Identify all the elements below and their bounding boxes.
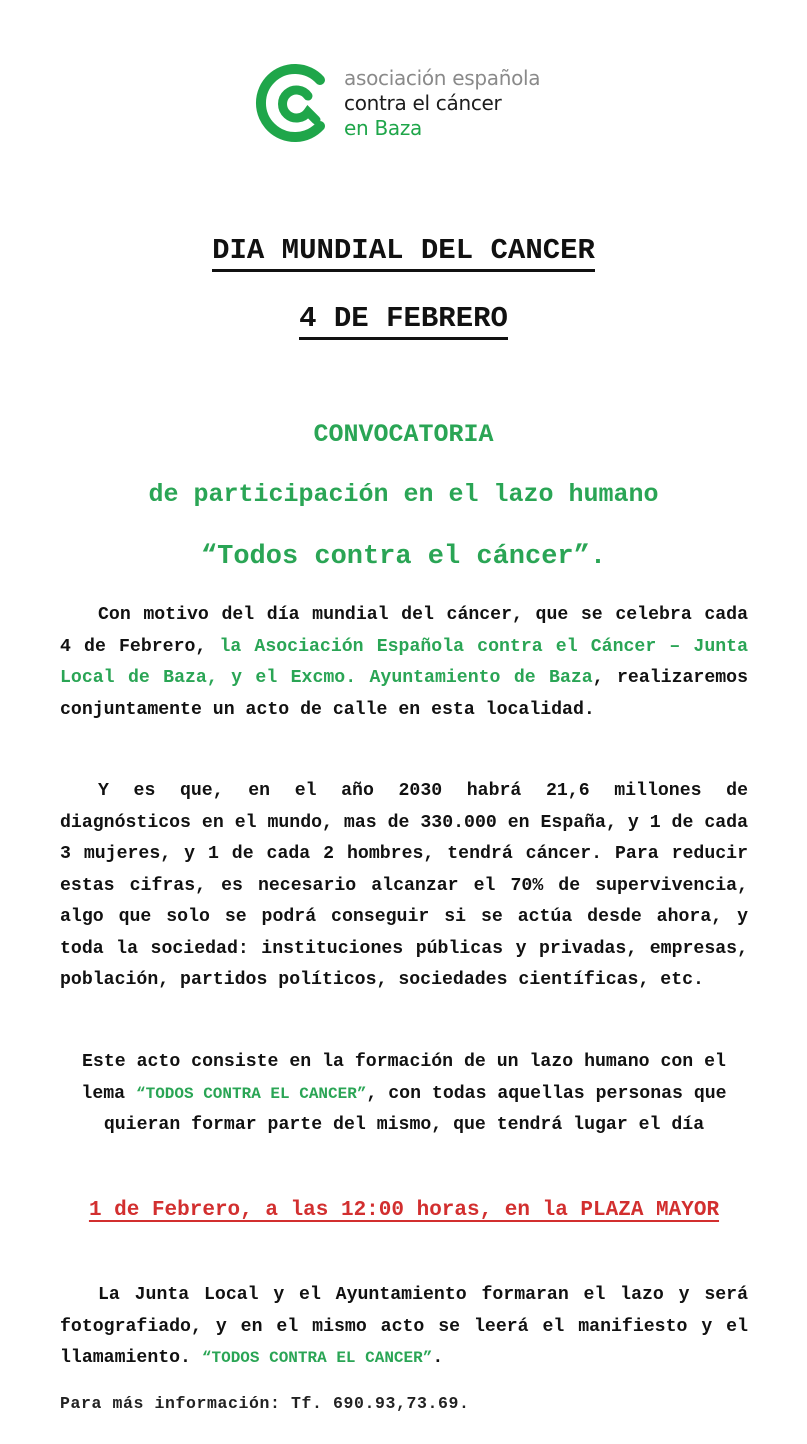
paragraph-intro — [60, 600, 748, 726]
paragraph-closing — [60, 1280, 748, 1375]
main-title — [0, 234, 807, 267]
event-motto: “TODOS CONTRA EL CANCER” — [135, 1084, 367, 1103]
convocatoria-title: CONVOCATORIA — [313, 420, 494, 449]
intro-text-c: , realizaremos conjuntamente un acto de calle en esta localidad. — [60, 668, 748, 720]
convocatoria-subtitle: de participación en el lazo humano — [148, 480, 659, 509]
event-desc-c: , con todas aquellas personas que quieran formar parte del mismo, que tendrá lugar el día — [103, 1083, 727, 1135]
closing-text-a: La Junta Local y el Ayuntamiento formaran el lazo y será fotografiado, y en el mismo acto se leerá el manifiesto y el llamamiento. — [60, 1285, 748, 1368]
date-title — [0, 302, 807, 335]
paragraph-event-description — [60, 1047, 748, 1142]
convocatoria-motto: “Todos contra el cáncer”. — [200, 542, 607, 572]
closing-text-c: . — [432, 1348, 444, 1368]
event-desc-a: Este acto consiste en la formación de un lazo humano con el lema — [81, 1052, 726, 1104]
intro-organizers: la Asociación Española contra el Cáncer – Junta Local de Baza, y el Excmo. Ayuntamiento de Baza — [60, 636, 748, 688]
date-title-text: 4 DE FEBRERO — [299, 302, 508, 340]
main-title-text: DIA MUNDIAL DEL CANCER — [212, 234, 595, 272]
intro-text-a: Con motivo del día mundial del cáncer, que se celebra cada 4 de Febrero, — [60, 605, 748, 657]
logo-line-1: asociación española — [344, 66, 541, 90]
closing-motto: “TODOS CONTRA EL CANCER” — [201, 1349, 433, 1367]
logo-line-2: contra el cáncer — [344, 91, 502, 115]
aecc-c-logo-icon — [252, 60, 332, 146]
event-date-place-text: 1 de Febrero, a las 12:00 horas, en la PLAZA MAYOR — [88, 1199, 720, 1222]
logo-line-3: en Baza — [344, 116, 422, 140]
contact-info: Para más información: Tf. 690.93,73.69. — [60, 1394, 470, 1413]
event-date-place — [60, 1192, 748, 1229]
paragraph-statistics: Y es que, en el año 2030 habrá 21,6 millones de diagnósticos en el mundo, mas de 330.000 en España, y 1 de cada 3 mujeres, y 1 de cada 2 hombres, tendrá cáncer. Para reducir estas cifras, es necesario alcanzar el 70% de supervivencia, algo que solo se podrá conseguir si se actúa desde ahora, y toda la sociedad: instituciones públicas y privadas, empresas, población, partidos políticos, sociedades científicas, etc. — [60, 781, 748, 990]
logo-text — [344, 66, 604, 141]
